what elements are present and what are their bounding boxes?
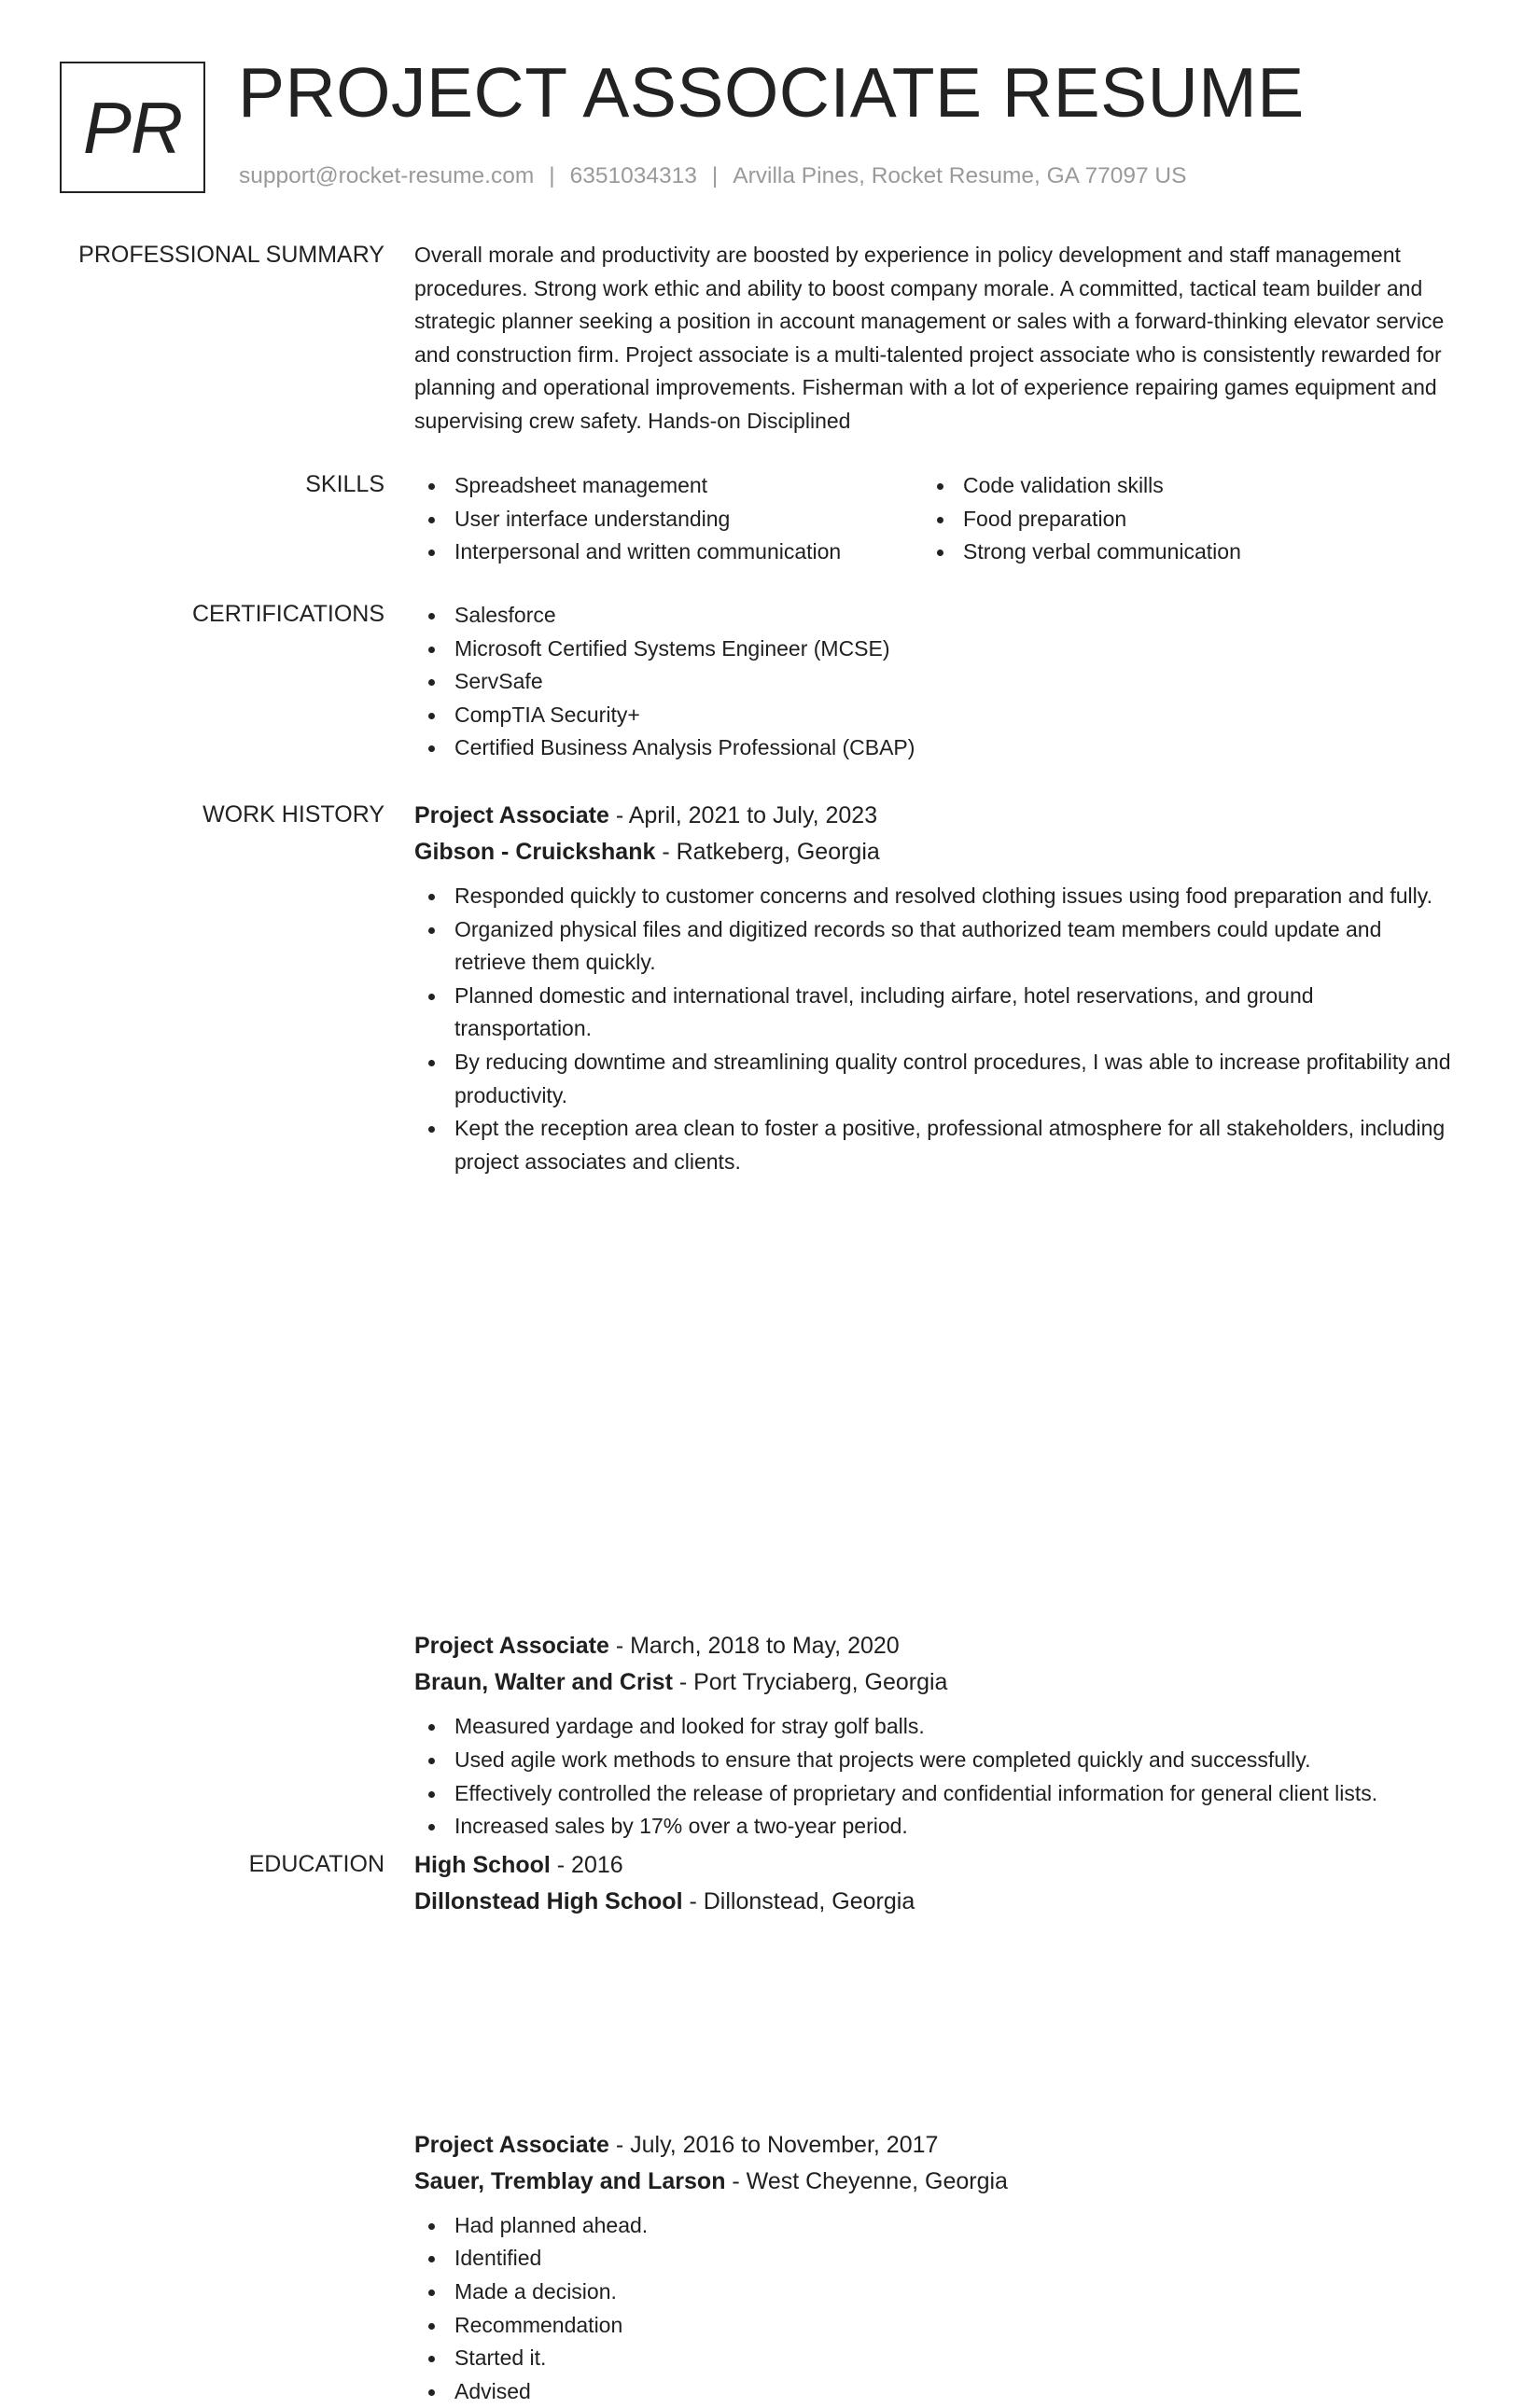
list-item: Strong verbal communication [923, 536, 1432, 569]
list-item: Organized physical files and digitized records so that authorized team members could update and retrieve them quickly. [414, 913, 1452, 980]
list-item: Planned domestic and international travel, including airfare, hotel reservations, and ground transportation. [414, 980, 1452, 1046]
school-location: - Dillonstead, Georgia [682, 1888, 915, 1914]
job-entry [414, 1628, 1452, 1843]
skills-list-right [923, 469, 1432, 569]
list-item: Microsoft Certified Systems Engineer (MCSE) [414, 633, 1452, 666]
list-item: Code validation skills [923, 469, 1432, 503]
job-bullets [414, 880, 1452, 1178]
job-company-line [414, 834, 1452, 870]
list-item: Made a decision. [414, 2276, 1452, 2309]
job-title: Project Associate [414, 2131, 609, 2158]
list-item: By reducing downtime and streamlining quality control procedures, I was able to increase profitability and productivity. [414, 1046, 1452, 1112]
job-company: Braun, Walter and Crist [414, 1669, 673, 1696]
certifications-heading: CERTIFICATIONS [191, 601, 384, 627]
contact-phone[interactable]: 6351034313 [569, 163, 697, 188]
list-item: Certified Business Analysis Professional (CBAP) [414, 731, 1452, 765]
degree-line [414, 1847, 1452, 1884]
list-item: Increased sales by 17% over a two-year period. [414, 1810, 1452, 1844]
summary-heading: PROFESSIONAL SUMMARY [78, 242, 384, 268]
job-dates: - July, 2016 to November, 2017 [608, 2131, 939, 2158]
work-history-heading: WORK HISTORY [203, 801, 384, 828]
list-item: Advised [414, 2375, 1452, 2408]
job-title-line [414, 2127, 1452, 2164]
education-heading: EDUCATION [248, 1851, 384, 1877]
monogram-logo [60, 62, 205, 193]
job-title: Project Associate [414, 802, 609, 828]
list-item: Spreadsheet management [414, 469, 923, 503]
list-item: Identified [414, 2242, 1452, 2276]
job-company: Gibson - Cruickshank [414, 839, 656, 865]
list-item: Effectively controlled the release of proprietary and confidential information for general client lists. [414, 1777, 1452, 1811]
education-entry [414, 1847, 1452, 1920]
graduation-year: - 2016 [550, 1852, 623, 1878]
job-title-line [414, 798, 1452, 834]
list-item: Responded quickly to customer concerns and resolved clothing issues using food preparation and fully. [414, 880, 1452, 913]
job-company-line [414, 1664, 1452, 1701]
contact-separator: | [711, 163, 719, 188]
job-dates: - March, 2018 to May, 2020 [608, 1633, 900, 1660]
list-item: Food preparation [923, 503, 1432, 536]
list-item: Salesforce [414, 599, 1452, 633]
monogram-text: PR [82, 86, 183, 169]
contact-line [239, 162, 1186, 190]
list-item: User interface understanding [414, 503, 923, 536]
list-item: Started it. [414, 2342, 1452, 2375]
contact-separator: | [549, 163, 555, 188]
contact-email[interactable]: support@rocket-resume.com [239, 163, 535, 188]
job-location: - Port Tryciaberg, Georgia [672, 1669, 948, 1696]
job-bullets [414, 1710, 1452, 1843]
job-company: Sauer, Tremblay and Larson [414, 2167, 726, 2194]
school-line [414, 1884, 1452, 1920]
summary-text: Overall morale and productivity are boosted by experience in policy development and staff management procedures. Strong work ethic and ability to boost company morale. A committed, tactical team builder and strategic planner seeking a position in account management or sales with a forward-thinking elevator service and construction firm. Project associate is a multi-talented project associate who is consistently rewarded for planning and operational improvements. Fisherman with a lot of experience repairing games equipment and supervising crew safety. Hands-on Disciplined [414, 243, 1445, 433]
job-location: - Ratkeberg, Georgia [655, 839, 880, 865]
skills-list-left [414, 469, 923, 569]
list-item: Measured yardage and looked for stray golf balls. [414, 1710, 1452, 1744]
summary-body [414, 239, 1452, 438]
page-title: PROJECT ASSOCIATE RESUME [238, 53, 1305, 132]
job-location: - West Cheyenne, Georgia [725, 2167, 1008, 2194]
skills-heading: SKILLS [305, 471, 384, 497]
job-company-line [414, 2164, 1452, 2200]
skills-grid [414, 469, 1452, 569]
job-title-line [414, 1628, 1452, 1664]
job-entry [414, 798, 1452, 1178]
education-section [0, 1850, 1523, 1923]
contact-address: Arvilla Pines, Rocket Resume, GA 77097 US [733, 163, 1187, 188]
job-bullets [414, 2209, 1452, 2408]
certifications-body [414, 599, 1452, 765]
school-name: Dillonstead High School [414, 1888, 683, 1914]
list-item: Had planned ahead. [414, 2209, 1452, 2243]
list-item: Recommendation [414, 2309, 1452, 2343]
list-item: ServSafe [414, 665, 1452, 699]
list-item: Interpersonal and written communication [414, 536, 923, 569]
job-title: Project Associate [414, 1633, 609, 1660]
list-item: CompTIA Security+ [414, 699, 1452, 732]
skills-body [414, 469, 1452, 569]
list-item: Kept the reception area clean to foster a positive, professional atmosphere for all stakeholders, including project associates and clients. [414, 1112, 1452, 1178]
job-dates: - April, 2021 to July, 2023 [608, 802, 878, 828]
degree: High School [414, 1852, 551, 1878]
certifications-list [414, 599, 1452, 765]
job-entry [414, 2127, 1452, 2408]
list-item: Used agile work methods to ensure that projects were completed quickly and successfully. [414, 1744, 1452, 1777]
